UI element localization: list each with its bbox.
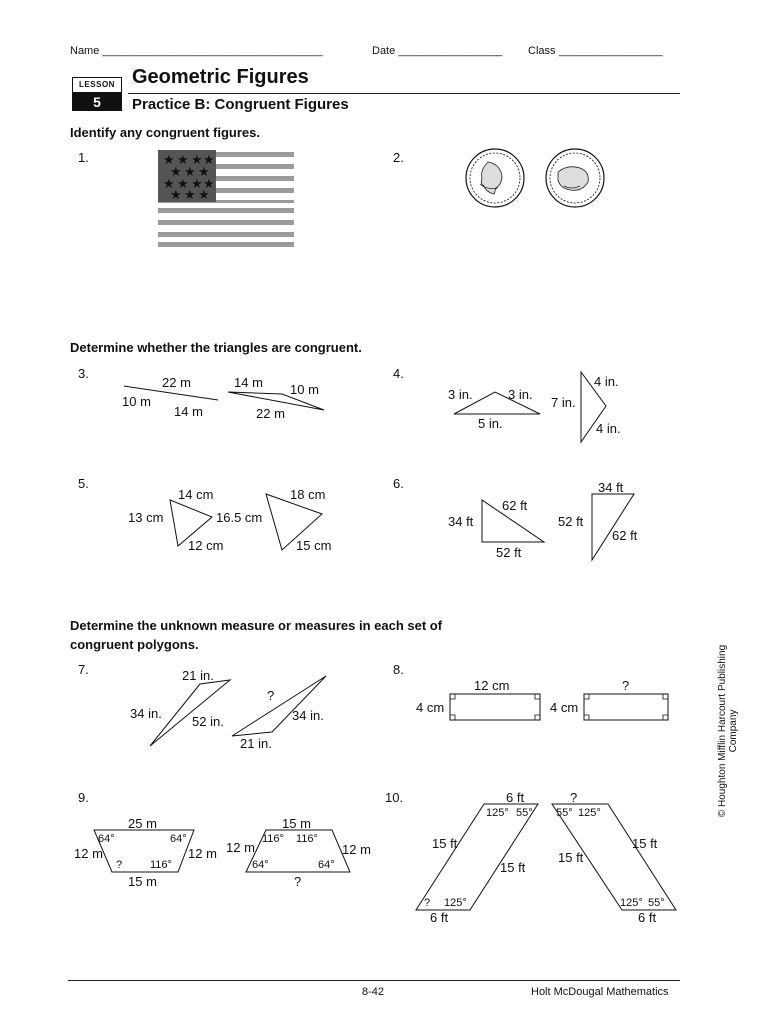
label-p6-2: 34 ft — [448, 514, 474, 529]
section-instruction-2: Determine whether the triangles are congruent. — [70, 340, 362, 355]
label-p10-11: 125° — [578, 807, 601, 819]
label-p9-13: 12 m — [342, 842, 371, 857]
label-p9-5: 12 m — [188, 846, 217, 861]
triangles-p4 — [440, 366, 640, 446]
label-p10-7: 125° — [444, 897, 467, 909]
copyright-notice: © Houghton Mifflin Harcourt Publishing Company — [717, 644, 739, 818]
label-p10-1: 6 ft — [506, 790, 525, 805]
label-p10-8: 6 ft — [430, 910, 449, 925]
label-p7-3: 52 in. — [192, 714, 224, 729]
triangle-p7-a — [150, 680, 230, 746]
triangles-p6 — [444, 478, 654, 562]
label-p9-1: 25 m — [128, 816, 157, 831]
flag-bottom — [158, 208, 294, 247]
svg-text:★: ★ — [184, 187, 196, 202]
label-p9-15: 64° — [318, 859, 335, 871]
label-p9-11: 116° — [296, 833, 318, 845]
label-p3-3: 14 m — [174, 404, 203, 419]
triangles-p7 — [126, 664, 346, 754]
label-p10-16: 6 ft — [638, 910, 657, 925]
label-p9-10: 116° — [262, 833, 284, 845]
coin-quarter — [546, 149, 604, 207]
label-p9-2: 64° — [98, 833, 115, 845]
trapezoids-p9 — [74, 814, 374, 890]
label-p10-4: 15 ft — [432, 836, 458, 851]
page-number: 8-42 — [362, 986, 385, 998]
page-subtitle: Practice B: Congruent Figures — [132, 96, 349, 113]
label-p9-7: 116° — [150, 859, 172, 871]
problem-number-7: 7. — [78, 662, 89, 677]
class-label: Class _________________ — [528, 45, 663, 57]
label-p10-15: 55° — [648, 897, 665, 909]
label-p9-3: 64° — [170, 833, 187, 845]
label-p4-3: 5 in. — [478, 416, 503, 431]
lesson-number: 5 — [72, 93, 122, 111]
label-p8-2: 4 cm — [416, 700, 445, 715]
label-p9-14: 64° — [252, 859, 269, 871]
label-p3-6: 22 m — [256, 406, 285, 421]
svg-text:★: ★ — [170, 187, 182, 202]
section-instruction-3-line1: Determine the unknown measure or measures in each set of — [70, 618, 443, 633]
label-p4-5: 4 in. — [594, 374, 619, 389]
label-p4-2: 3 in. — [508, 387, 533, 402]
svg-text:★: ★ — [198, 164, 210, 179]
lesson-label: LESSON — [72, 77, 122, 93]
label-p7-2: 34 in. — [130, 706, 162, 721]
triangles-p5 — [126, 482, 346, 557]
label-p9-8: 15 m — [128, 874, 157, 889]
label-p5-1: 14 cm — [178, 487, 214, 502]
label-p10-2: 125° — [486, 807, 509, 819]
svg-text:★: ★ — [203, 152, 215, 167]
label-p3-1: 22 m — [162, 375, 191, 390]
label-p3-5: 10 m — [290, 382, 319, 397]
label-p3-2: 10 m — [122, 394, 151, 409]
label-p7-6: 21 in. — [240, 736, 272, 751]
coins-figure — [460, 148, 620, 210]
label-p5-2: 13 cm — [128, 510, 164, 525]
rectangle-p8-b — [584, 694, 668, 720]
label-p3-4: 14 m — [234, 375, 263, 390]
svg-text:★: ★ — [163, 176, 175, 191]
label-p10-13: 15 ft — [632, 836, 658, 851]
problem-number-3: 3. — [78, 366, 89, 381]
triangle-p7-b — [232, 676, 326, 736]
problem-number-5: 5. — [78, 476, 89, 491]
coin-dime — [466, 149, 524, 207]
label-p8-1: 12 cm — [474, 678, 510, 693]
section-instruction-3-line2: congruent polygons. — [70, 637, 199, 652]
svg-text:★: ★ — [177, 152, 189, 167]
label-p8-4: 4 cm — [550, 700, 579, 715]
label-p10-12: 15 ft — [558, 850, 584, 865]
section-instruction-1: Identify any congruent figures. — [70, 125, 260, 140]
label-p5-3: 12 cm — [188, 538, 224, 553]
parallelograms-p10 — [414, 790, 694, 930]
label-p7-4: ? — [267, 688, 275, 703]
label-p5-5: 18 cm — [290, 487, 326, 502]
label-p4-6: 4 in. — [596, 421, 621, 436]
label-p4-4: 7 in. — [551, 395, 576, 410]
label-p9-6: ? — [116, 859, 123, 871]
parallelogram-p10-a — [416, 804, 538, 910]
svg-text:★: ★ — [170, 164, 182, 179]
label-p9-16: ? — [294, 874, 302, 889]
lesson-badge — [72, 77, 122, 111]
problem-number-4: 4. — [393, 366, 404, 381]
svg-text:★: ★ — [191, 176, 203, 191]
triangles-p3 — [110, 372, 340, 422]
label-p8-3: ? — [622, 678, 630, 693]
label-p6-4: 34 ft — [598, 480, 624, 495]
svg-text:★: ★ — [177, 176, 189, 191]
triangle-p6-b — [592, 494, 634, 560]
problem-number-10: 10. — [385, 790, 404, 805]
label-p6-6: 62 ft — [612, 528, 638, 543]
label-p10-6: ? — [424, 897, 431, 909]
label-p5-6: 15 cm — [296, 538, 332, 553]
label-p9-12: 12 m — [226, 840, 255, 855]
label-p4-1: 3 in. — [448, 387, 473, 402]
label-p7-1: 21 in. — [182, 668, 214, 683]
svg-text:★: ★ — [203, 176, 215, 191]
label-p6-3: 52 ft — [496, 545, 522, 560]
label-p10-10: 55° — [556, 807, 573, 819]
label-p10-9: ? — [570, 790, 578, 805]
flag-figure — [158, 150, 296, 248]
rectangles-p8 — [414, 676, 674, 724]
svg-text:★: ★ — [184, 164, 196, 179]
label-p5-4: 16.5 cm — [216, 510, 263, 525]
problem-number-2: 2. — [393, 150, 404, 165]
page-title: Geometric Figures — [132, 66, 309, 88]
svg-text:★: ★ — [163, 152, 175, 167]
title-rule — [128, 93, 680, 94]
flag-top — [158, 150, 294, 203]
footer-rule — [68, 980, 680, 981]
problem-number-1: 1. — [78, 150, 89, 165]
problem-number-6: 6. — [393, 476, 404, 491]
label-p6-5: 52 ft — [558, 514, 584, 529]
publisher: Holt McDougal Mathematics — [531, 986, 669, 998]
date-label: Date _________________ — [372, 45, 503, 57]
label-p10-14: 125° — [620, 897, 643, 909]
svg-text:★: ★ — [191, 152, 203, 167]
label-p10-3: 55° — [516, 807, 533, 819]
name-label: Name ____________________________________ — [70, 45, 323, 57]
problem-number-9: 9. — [78, 790, 89, 805]
problem-number-8: 8. — [393, 662, 404, 677]
label-p9-9: 15 m — [282, 816, 311, 831]
label-p7-5: 34 in. — [292, 708, 324, 723]
label-p10-5: 15 ft — [500, 860, 526, 875]
svg-text:★: ★ — [198, 187, 210, 202]
label-p6-1: 62 ft — [502, 498, 528, 513]
rectangle-p8-a — [450, 694, 540, 720]
label-p9-4: 12 m — [74, 846, 103, 861]
